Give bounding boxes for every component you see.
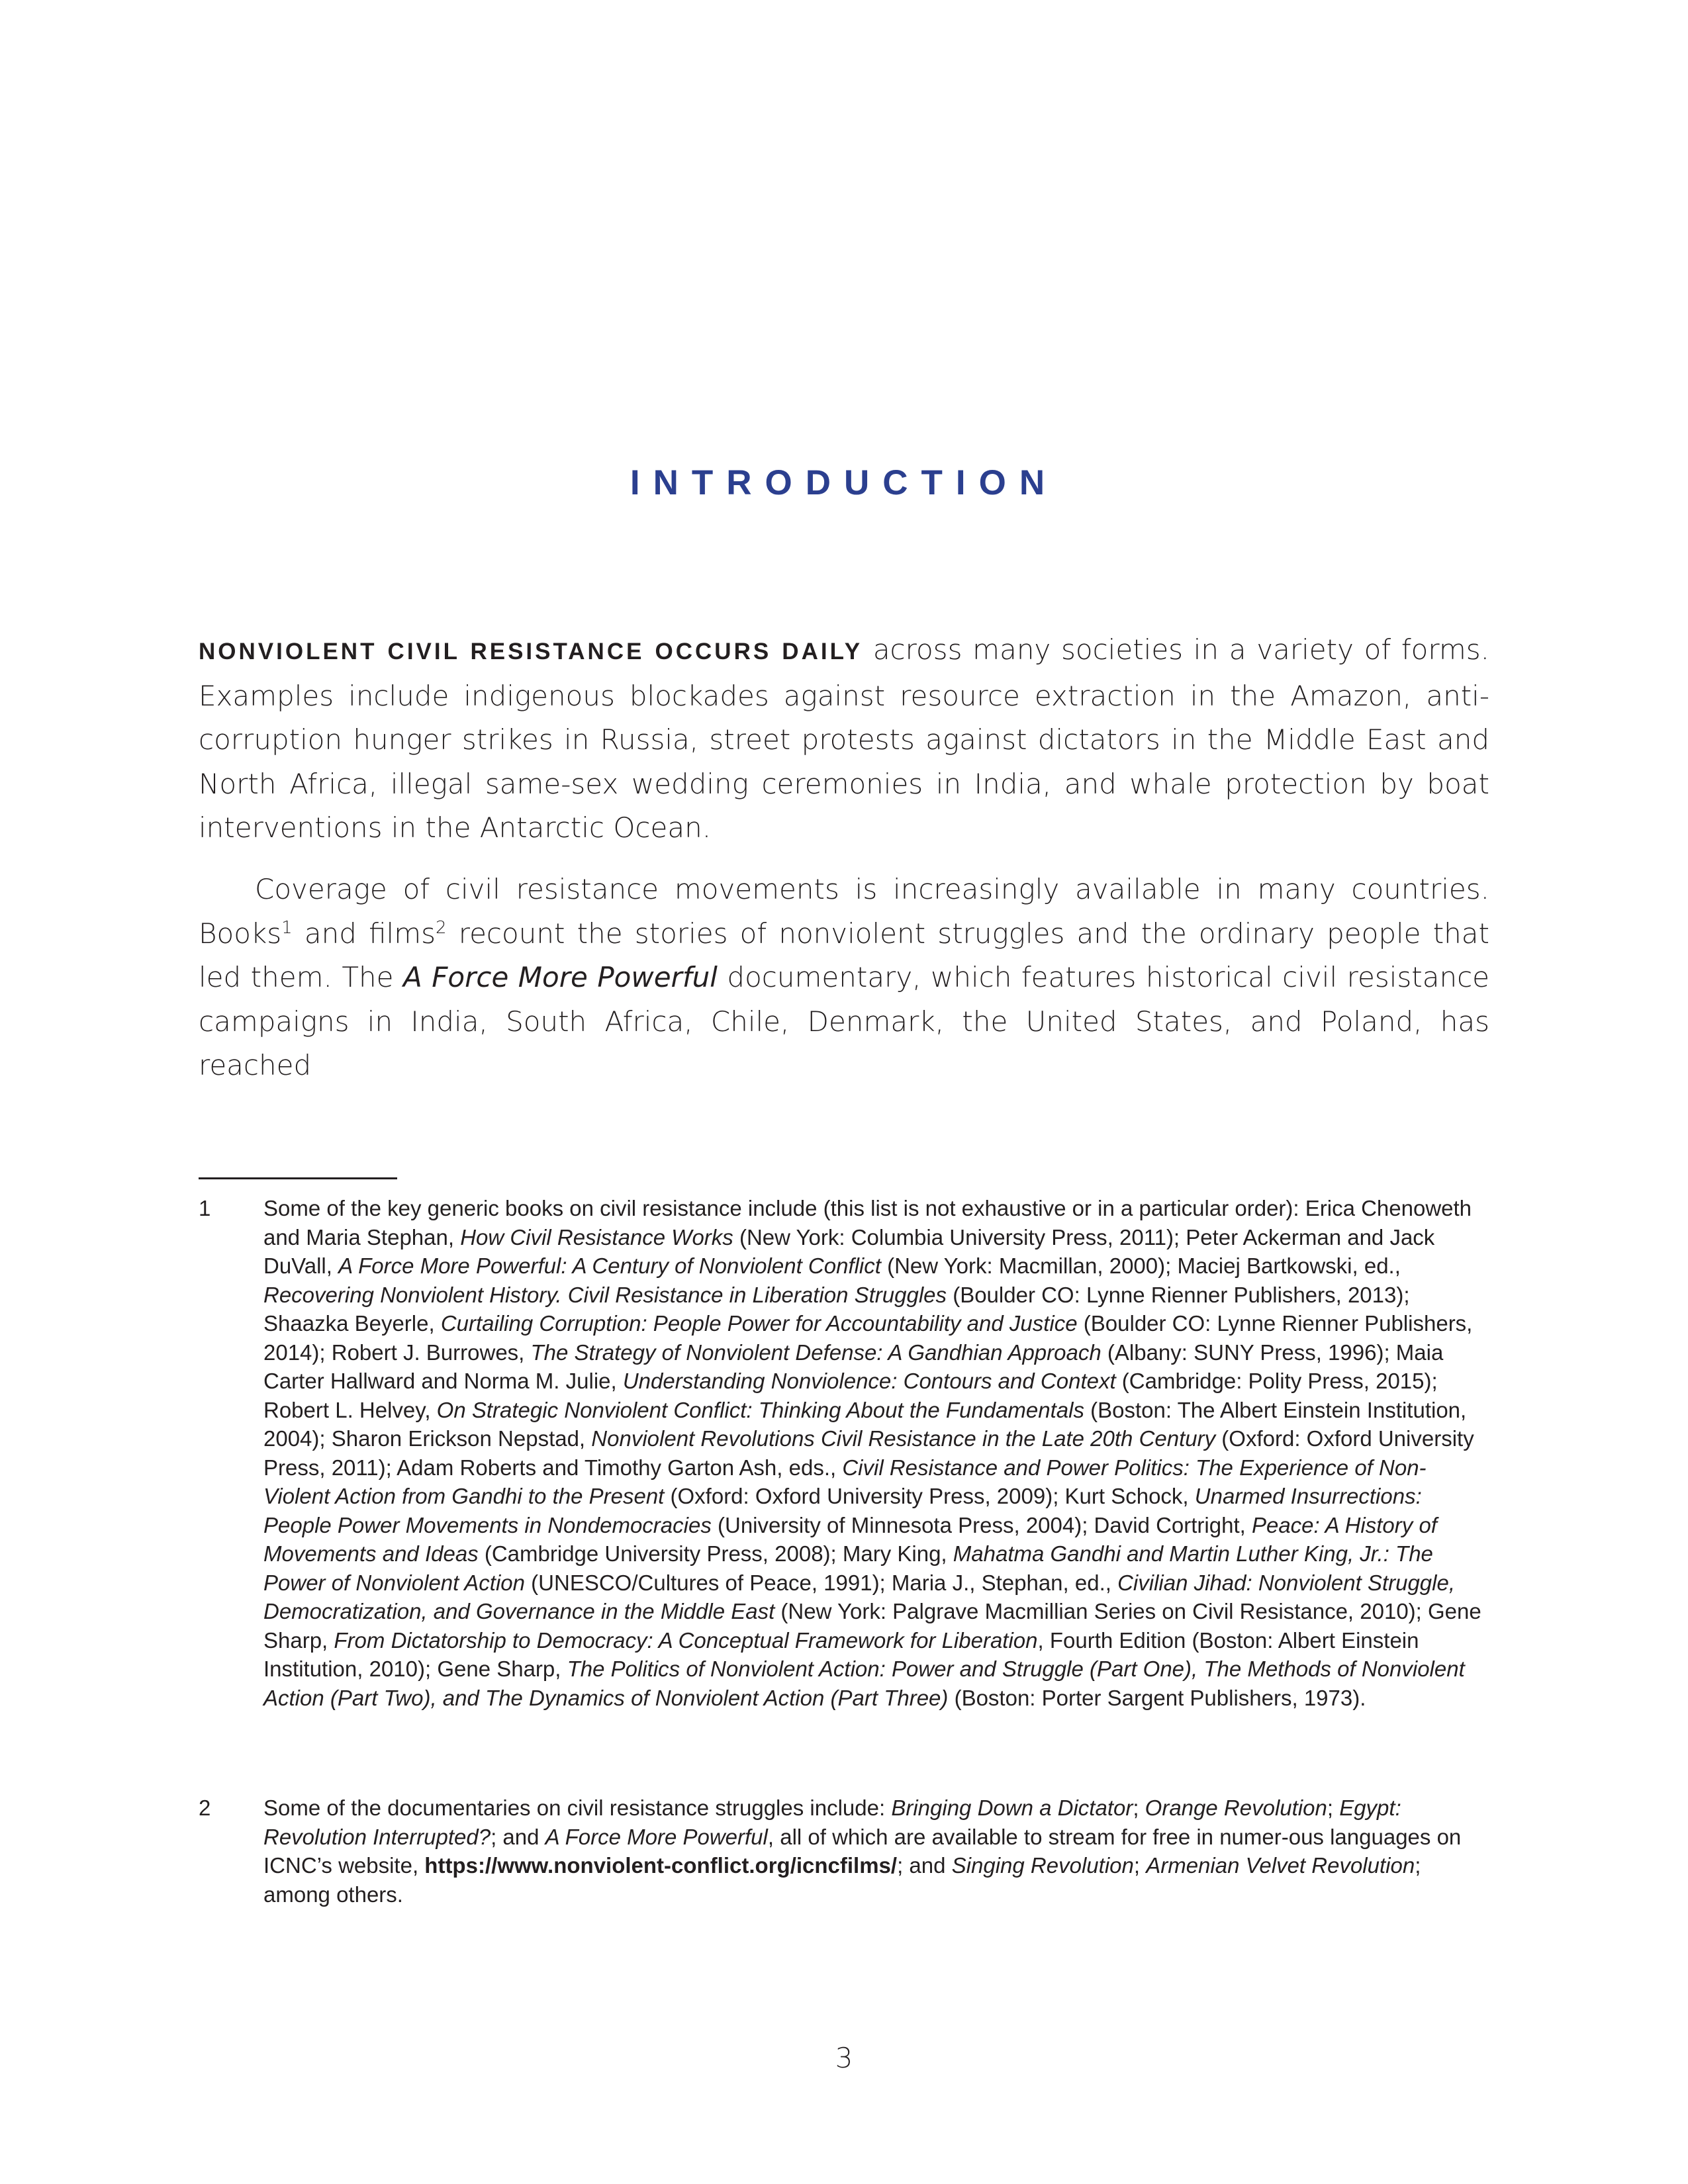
footnote-text-segment: (UNESCO/Cultures of Peace, 1991); Maria J., Stephan, ed., (525, 1570, 1118, 1595)
paragraph-text: documentary, which features historical civil resistance campaigns in India, South Africa, Chile, Denmark, the United States, and Poland, has reached (199, 961, 1490, 1081)
paragraph-text: across many societies in a variety of forms. Examples include indigenous blockades against resource extraction in the Amazon, anti-corruption hunger strikes in Russia, street protests against dictators in the Middle East and North Africa, illegal same-sex wedding ceremonies in India, and whale protection by boat interventions in the Antarctic Ocean. (199, 633, 1489, 844)
citation-title: From Dictatorship to Democracy: A Conceptual Framework for Liberation (334, 1627, 1038, 1653)
citation-title: A Force More Powerful: A Century of Nonviolent Conflict (338, 1253, 881, 1278)
footnote-divider (199, 1177, 397, 1179)
footnote-text-segment: (Oxford: Oxford University Press, 2011); Adam Roberts and Timothy Garton Ash, eds., (263, 1426, 1474, 1480)
paragraph-text: Coverage of civil resistance movements is increasingly available in many countries. Books (199, 873, 1489, 950)
footnote-text-segment: ; (1133, 1853, 1147, 1878)
body-paragraph-1 (199, 628, 1489, 850)
citation-title: The Strategy of Nonviolent Defense: A Gandhian Approach (530, 1340, 1102, 1365)
citation-title: Bringing Down a Dictator (891, 1796, 1133, 1820)
page-number: 3 (835, 2042, 853, 2074)
citation-title: Orange Revolution (1145, 1796, 1327, 1820)
footnote-text-segment: Some of the documentaries on civil resistance struggles include: (263, 1796, 892, 1820)
citation-title: Curtailing Corruption: People Power for Accountability and Justice (440, 1311, 1078, 1336)
body-paragraph-2 (199, 868, 1489, 1088)
footnote-text-segment: (Cambridge: Polity Press, 2015); Robert L. Helvey, (263, 1369, 1438, 1422)
citation-title: Armenian Velvet Revolution (1146, 1853, 1415, 1878)
footnote-text-segment: ; among others. (263, 1853, 1421, 1907)
citation-title: Peace: A History of Movements and Ideas (263, 1512, 1437, 1566)
citation-title: On Strategic Nonviolent Conflict: Thinking About the Fundamentals (436, 1397, 1084, 1422)
paragraph-text: and films (292, 917, 436, 950)
footnote-text-segment: (Boston: The Albert Einstein Institution, 2004); Sharon Erickson Nepstad, (263, 1397, 1467, 1451)
footnote-text-segment: , all of which are available to stream for free in numer-ous languages on ICNC’s website, (263, 1824, 1462, 1878)
paragraph-text: recount the stories of nonviolent struggles and the ordinary people that led them. The (199, 917, 1489, 993)
footnote-text-segment: (Boston: Porter Sargent Publishers, 1973). (948, 1685, 1366, 1710)
footnote-number: 1 (199, 1196, 211, 1220)
footnote-number: 2 (199, 1796, 211, 1820)
footnote-ref-2[interactable]: 2 (436, 917, 447, 938)
citation-title: Singing Revolution (951, 1853, 1134, 1878)
footnote-text-segment: (New York: Columbia University Press, 2011); Peter Ackerman and Jack DuVall, (263, 1224, 1435, 1278)
film-title: A Force More Powerful (403, 961, 718, 993)
citation-title: The Politics of Nonviolent Action: Power and Struggle (Part One), The Methods of Nonviolent Action (Part Two), and The Dynamics of Nonviolent Action (Part Three) (263, 1657, 1465, 1710)
footnote-text (263, 1794, 1489, 1909)
footnote-text-segment: (Boulder CO: Lynne Rienner Publishers, 2013); Shaazka Beyerle, (263, 1282, 1410, 1336)
footnote-text-segment: ; (1327, 1796, 1340, 1820)
footnote-text (263, 1194, 1489, 1712)
citation-title: Mahatma Gandhi and Martin Luther King, Jr.: The Power of Nonviolent Action (263, 1541, 1433, 1595)
footnote-text-segment: , Fourth Edition (Boston: Albert Einstein Institution, 2010); Gene Sharp, (263, 1627, 1419, 1681)
footnote-text-segment: (Cambridge University Press, 2008); Mary King, (478, 1541, 953, 1566)
footnote-text-segment: Some of the key generic books on civil resistance include (this list is not exhaustive or in a particular order): Erica Chenoweth and Maria Stephan, (263, 1196, 1472, 1250)
footnote-link[interactable]: https://www.nonviolent-conflict.org/icncfilms/ (424, 1853, 898, 1878)
lead-in-caps: NONVIOLENT CIVIL RESISTANCE OCCURS DAILY (199, 639, 863, 664)
citation-title: A Force More Powerful (545, 1824, 768, 1849)
footnote-1 (199, 1194, 1489, 1712)
citation-title: Civilian Jihad: Nonviolent Struggle, Democratization, and Governance in the Middle East (263, 1570, 1456, 1623)
page-title: INTRODUCTION (630, 463, 1058, 502)
citation-title: Recovering Nonviolent History. Civil Resistance in Liberation Struggles (263, 1282, 947, 1307)
citation-title: Egypt: Revolution Interrupted? (263, 1796, 1401, 1849)
footnote-text-segment: (New York: Palgrave Macmillian Series on Civil Resistance, 2010); Gene Sharp, (263, 1599, 1481, 1653)
footnote-text-segment: ; (1133, 1796, 1145, 1820)
footnote-text-segment: (University of Minnesota Press, 2004); David Cortright, (711, 1512, 1252, 1537)
footnote-text-segment: ; and (897, 1853, 952, 1878)
footnote-2 (199, 1794, 1489, 1909)
citation-title: Nonviolent Revolutions Civil Resistance in the Late 20th Century (591, 1426, 1216, 1451)
footnote-text-segment: ; and (491, 1824, 545, 1849)
footnote-text-segment: (Oxford: Oxford University Press, 2009); Kurt Schock, (664, 1484, 1195, 1508)
citation-title: How Civil Resistance Works (460, 1224, 733, 1250)
footnote-text-segment: (Albany: SUNY Press, 1996); Maia Carter Hallward and Norma M. Julie, (263, 1340, 1444, 1393)
footnote-ref-1[interactable]: 1 (281, 917, 293, 938)
citation-title: Unarmed Insurrections: People Power Movements in Nondemocracies (263, 1484, 1422, 1537)
citation-title: Understanding Nonviolence: Contours and Context (622, 1369, 1116, 1393)
citation-title: Civil Resistance and Power Politics: The Experience of Non-Violent Action from Gandhi to the Present (263, 1455, 1427, 1508)
footnote-text-segment: (Boulder CO: Lynne Rienner Publishers, 2014); Robert J. Burrowes, (263, 1311, 1473, 1365)
footnote-text-segment: (New York: Macmillan, 2000); Maciej Bartkowski, ed., (880, 1253, 1401, 1278)
